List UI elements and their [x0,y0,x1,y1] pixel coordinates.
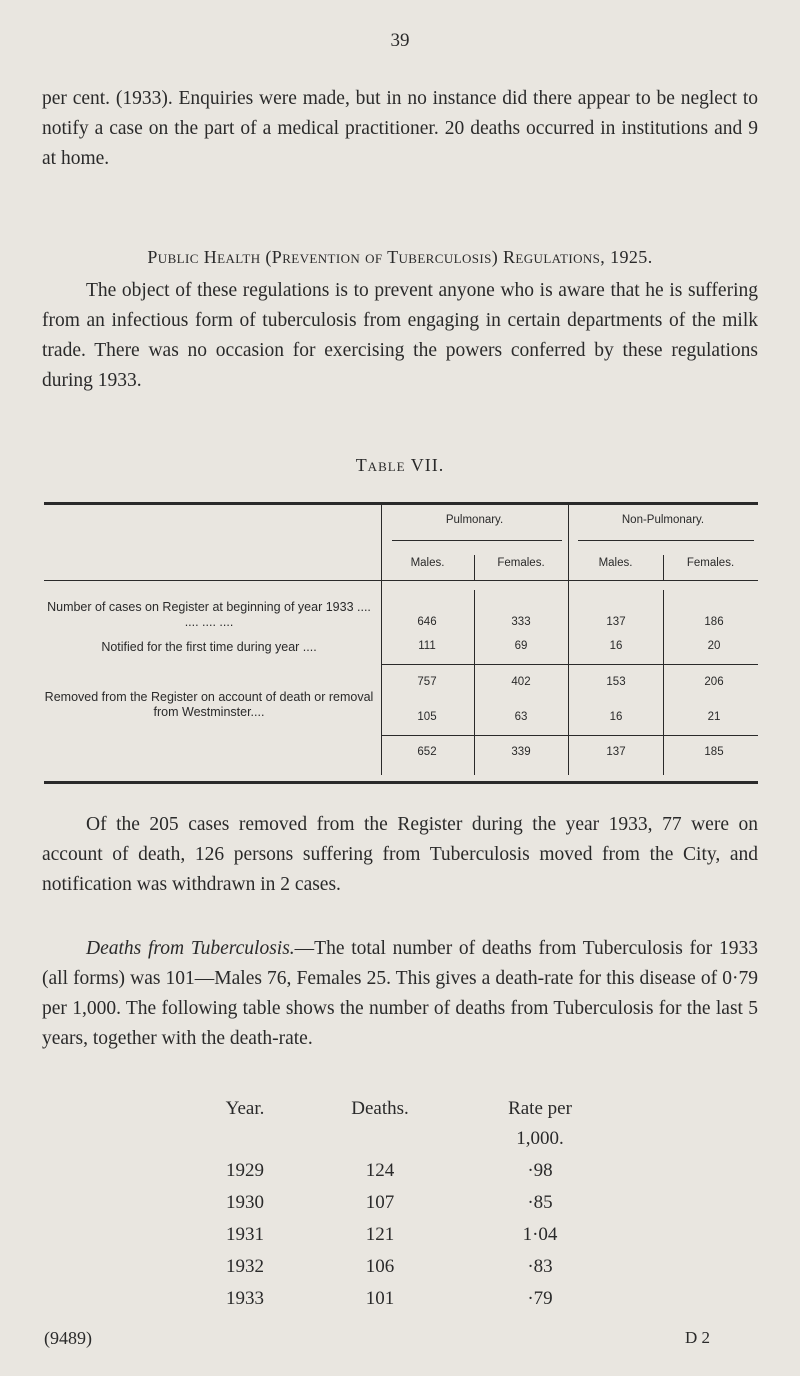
group-underline [578,540,754,541]
header-year: Year. [225,1098,265,1119]
table-cell: 63 [514,711,528,723]
paragraph-deaths [42,934,758,1054]
row-label-register-beginning: Number of cases on Register at beginning of year 1933 .... .... .... .... [47,600,371,629]
header-non-pulmonary-males: Males. [598,557,633,569]
table-cell: 69 [514,640,528,652]
paragraph-removed-cases: Of the 205 cases removed from the Register during the year 1933, 77 were on account of death, 126 persons suffering from Tuberculosis moved from the City, and notification was withdrawn in 2 cases. [42,814,758,895]
header-rate-unit: 1,000. [516,1128,564,1149]
table-title: Table VII. [355,455,445,475]
header-deaths: Deaths. [351,1098,409,1119]
deaths-row-year: 1930 [226,1192,264,1213]
header-rate: Rate per [508,1098,572,1119]
paragraph-notification: per cent. (1933). Enquiries were made, but in no instance did there appear to be neglect to notify a case on the part of a medical practitioner. 20 deaths occurred in institutions and 9 at home. [42,88,758,169]
table-cell: 137 [606,746,626,758]
table-cell: 652 [417,746,437,758]
print-reference: (9489) [44,1328,92,1348]
group-underline [392,540,562,541]
header-pulmonary-females: Females. [497,557,545,569]
section-heading: Public Health (Prevention of Tuberculosis) Regulations, 1925. [147,247,653,267]
deaths-row-rate: ·98 [527,1160,553,1181]
deaths-row-rate: ·79 [527,1288,553,1309]
row-label-removed: Removed from the Register on account of death or removal from Westminster.... [44,690,374,719]
subtotal-rule [381,664,758,665]
table-cell: 153 [606,676,626,688]
deaths-row-count: 101 [365,1288,395,1309]
table-divider [663,590,664,775]
deaths-row-rate: 1·04 [522,1224,558,1245]
deaths-row-year: 1932 [226,1256,264,1277]
page-number: 39 [390,30,410,51]
deaths-row-year: 1933 [226,1288,264,1309]
table-cell: 105 [417,711,437,723]
deaths-row-rate: ·85 [527,1192,553,1213]
signature-mark: D 2 [685,1328,711,1347]
paragraph-regulations: The object of these regulations is to prevent anyone who is aware that he is suffering from an infectious form of tuberculosis from engaging in certain departments of the milk trade. There was no occasion for exercising the powers conferred by these regulations during 1933. [42,280,758,391]
deaths-row-rate: ·83 [527,1256,553,1277]
header-pulmonary: Pulmonary. [445,514,504,526]
deaths-row-count: 124 [365,1160,395,1181]
table-cell: 16 [609,640,623,652]
table-divider [474,590,475,775]
table-cell: 21 [707,711,721,723]
table-bottom-rule [44,781,758,784]
subtotal-rule [381,735,758,736]
deaths-row-count: 106 [365,1256,395,1277]
table-cell: 16 [609,711,623,723]
table-cell: 206 [704,676,724,688]
table-cell: 646 [417,616,437,628]
deaths-row-year: 1931 [226,1224,264,1245]
paragraph-deaths-body: —The total number of deaths from Tuberculosis for 1933 (all forms) was 101—Males 76, Females 25. This gives a death-rate for this disease of 0·79 per 1,000. The following table shows the number of deaths from Tuberculosis for the last 5 years, together with the death-rate. [42,938,758,1049]
header-non-pulmonary-females: Females. [686,557,735,569]
table-cell: 185 [704,746,724,758]
row-label-notified: Notified for the first time during year .... [101,640,317,654]
table-cell: 111 [418,640,436,652]
header-non-pulmonary: Non-Pulmonary. [621,514,705,526]
deaths-row-year: 1929 [226,1160,264,1181]
deaths-row-count: 107 [365,1192,395,1213]
table-cell: 20 [707,640,721,652]
table-cell: 339 [511,746,531,758]
table-header-rule [44,580,758,581]
table-cell: 186 [704,616,724,628]
table-cell: 757 [417,676,437,688]
table-cell: 402 [511,676,531,688]
paragraph-deaths-lead: Deaths from Tuberculosis. [86,938,295,959]
deaths-row-count: 121 [365,1224,395,1245]
header-pulmonary-males: Males. [410,557,445,569]
table-cell: 333 [511,616,531,628]
table-top-rule [44,502,758,505]
table-cell: 137 [606,616,626,628]
